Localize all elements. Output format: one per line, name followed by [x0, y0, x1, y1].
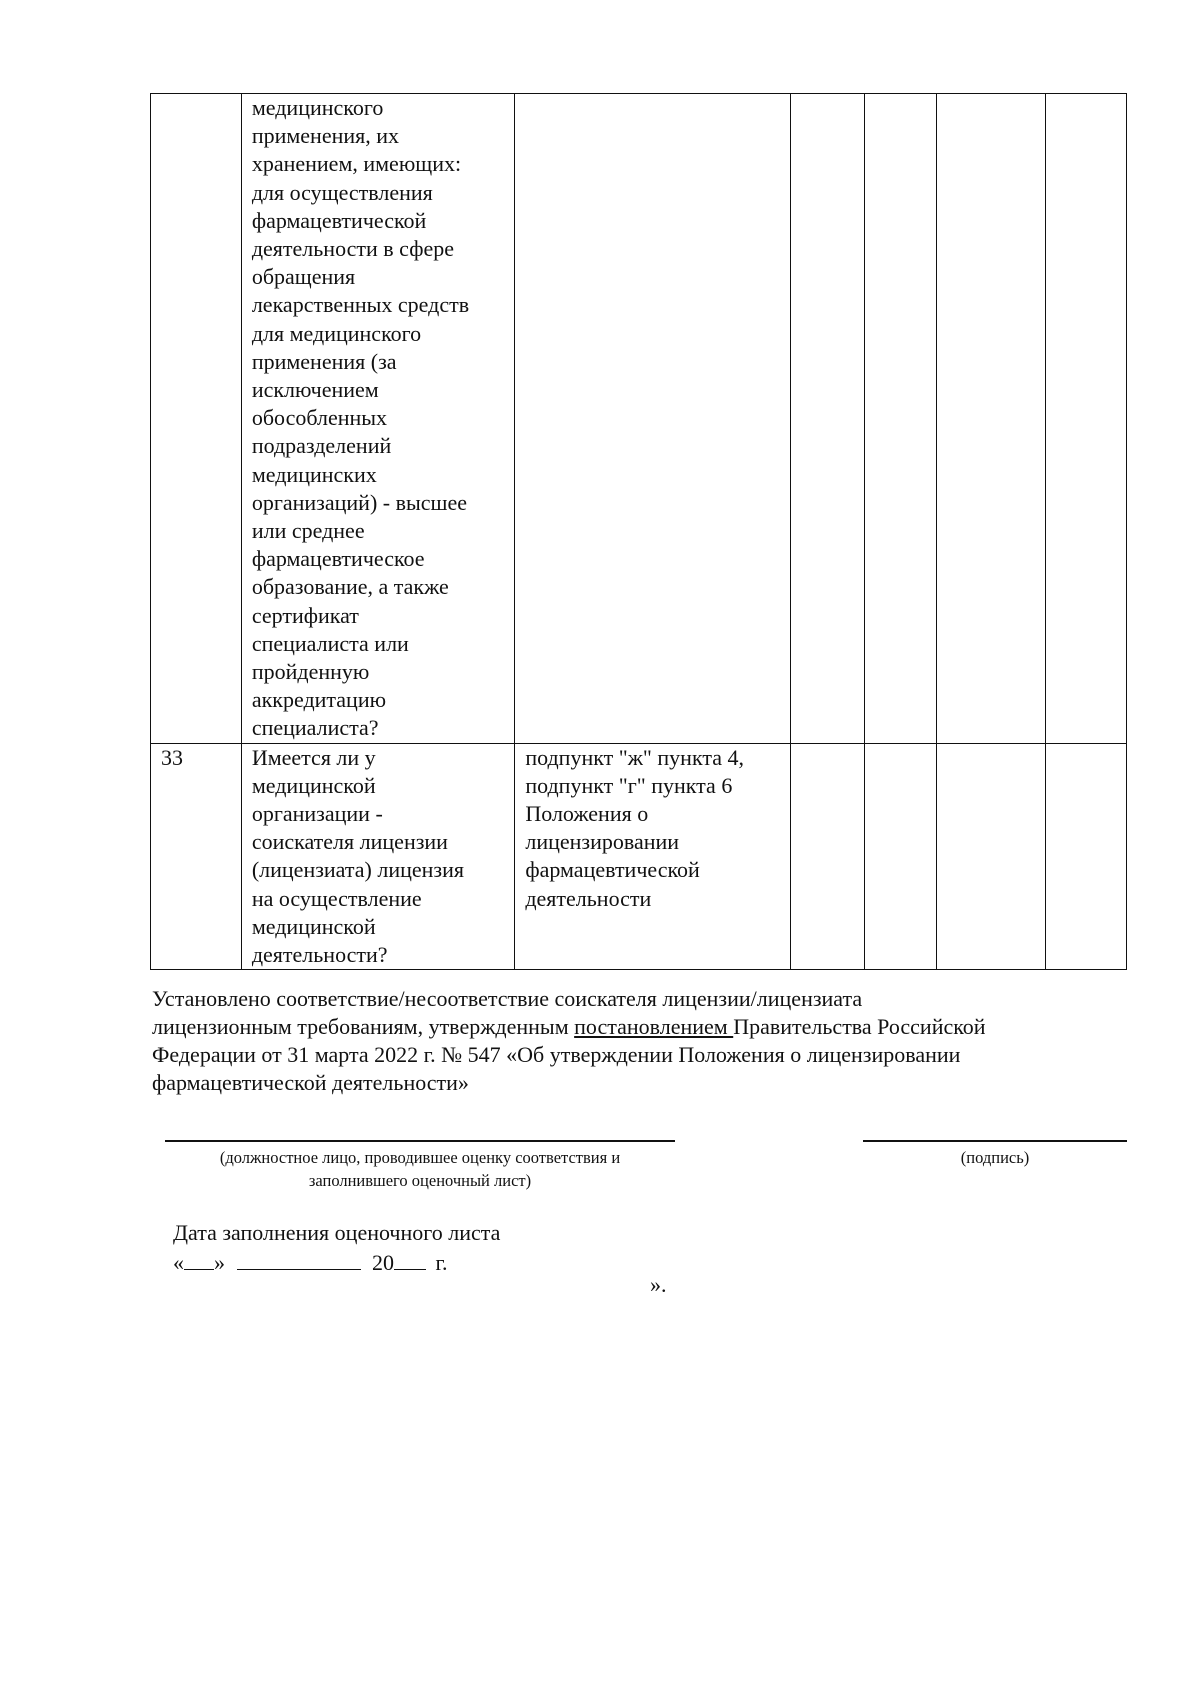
signature-line: [863, 1140, 1127, 1142]
reference-cell: подпункт "ж" пункта 4, подпункт "г" пункта 6 Положения о лицензировании фармацевтической деятельности: [515, 743, 791, 970]
table-row-33: [151, 743, 1127, 970]
not-applicable-cell: [937, 743, 1046, 970]
row-number-cell: 33: [151, 743, 242, 970]
year-prefix: 20: [372, 1250, 394, 1275]
answer-no-cell: [864, 743, 937, 970]
date-block: [173, 1218, 500, 1278]
day-blank: [184, 1249, 214, 1270]
checklist-table: [150, 93, 1127, 970]
not-applicable-cell: [937, 94, 1046, 744]
signature-caption: (подпись): [960, 1148, 1030, 1167]
open-quote: «: [173, 1250, 184, 1275]
note-cell: [1046, 94, 1127, 744]
closing-mark: ».: [650, 1272, 667, 1297]
official-caption-line2: заполнившего оценочный лист): [308, 1171, 532, 1190]
year-suffix: г.: [435, 1250, 448, 1275]
answer-yes-cell: [790, 743, 864, 970]
row-number-cell: [151, 94, 242, 744]
month-blank: [237, 1249, 361, 1270]
conclusion-paragraph: [152, 985, 1112, 1097]
conclusion-text-end: Правительства Российской Федерации от 31 марта 2022 г. № 547 «Об утверждении Положения о лицензировании фармацевтической деятельности»: [152, 1014, 986, 1095]
close-quote: »: [214, 1250, 225, 1275]
note-cell: [1046, 743, 1127, 970]
question-cell: Имеется ли у медицинской организации - соискателя лицензии (лицензиата) лицензия на осуществление медицинской деятельности?: [241, 743, 515, 970]
conclusion-text-start: Установлено соответствие/несоответствие соискателя лицензии/лицензиата лицензионным требованиям, утвержденным: [152, 986, 863, 1039]
resolution-link[interactable]: постановлением: [574, 1014, 734, 1039]
answer-yes-cell: [790, 94, 864, 744]
official-caption-line1: (должностное лицо, проводившее оценку соответствия и: [219, 1148, 621, 1167]
answer-no-cell: [864, 94, 937, 744]
date-fill-line: [173, 1248, 500, 1278]
date-label: Дата заполнения оценочного листа: [173, 1220, 501, 1245]
table-row-continuation: [151, 94, 1127, 744]
official-caption: [150, 1146, 690, 1192]
reference-cell: [515, 94, 791, 744]
official-signature-line: [165, 1140, 675, 1142]
year-blank: [394, 1249, 426, 1270]
question-cell: медицинского применения, их хранением, имеющих: для осуществления фармацевтической деятельности в сфере обращения лекарственных средств для медицинского применения (за исключением обособленных подразделений медицинских организаций) - высшее или среднее фармацевтическое образование, а также сертификат специалиста или пройденную аккредитацию специалиста?: [241, 94, 515, 744]
